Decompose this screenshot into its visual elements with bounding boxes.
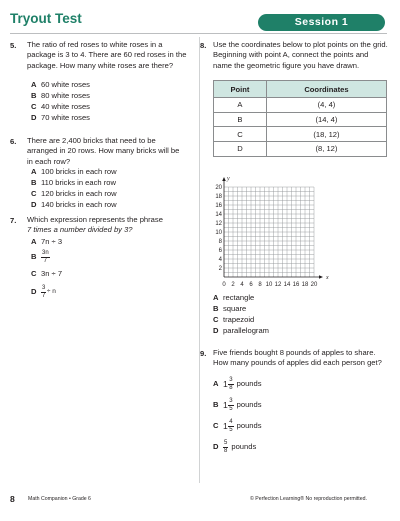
option-letter: A: [31, 237, 37, 246]
coordinate-grid[interactable]: [206, 159, 342, 293]
option-letter: B: [31, 252, 37, 261]
unit-label: pounds: [236, 421, 262, 430]
question-5-text: The ratio of red roses to white roses in a package is 3 to 4. There are 60 red roses in the package. How many white roses are there?: [27, 40, 187, 70]
x-tick-label: 16: [292, 282, 300, 288]
page-title: Tryout Test: [10, 11, 82, 26]
x-axis-label: x: [326, 275, 329, 281]
option-text: square: [223, 304, 247, 313]
grid-lines: [224, 187, 314, 277]
option-letter: B: [213, 400, 219, 409]
mixed-number: [223, 398, 234, 412]
table-header-point: Point: [214, 81, 267, 98]
session-badge: Session 1: [258, 14, 385, 31]
mixed-number: [223, 377, 234, 391]
x-tick-label: 6: [249, 282, 253, 288]
option-letter: B: [31, 178, 37, 187]
option-text: 80 white roses: [41, 91, 90, 100]
option-text: 70 white roses: [41, 113, 90, 122]
fraction-denominator: 8: [229, 384, 233, 391]
fraction-numerator: 3n: [42, 250, 49, 256]
question-6-option-a[interactable]: [31, 167, 117, 177]
x-tick-label: 0: [222, 282, 226, 288]
option-text: 40 white roses: [41, 102, 90, 111]
table-row: [214, 98, 387, 113]
coordinates-table: [213, 80, 387, 157]
option-text: 120 bricks in each row: [41, 189, 117, 198]
question-6-text: There are 2,400 bricks that need to be arranged in 20 rows. How many bricks will be in each row?: [27, 136, 180, 166]
option-letter: B: [31, 91, 37, 100]
whole-number: 1: [223, 421, 228, 431]
x-tick-label: 10: [265, 282, 273, 288]
question-7-option-a[interactable]: [31, 237, 62, 247]
question-7-phrase: 7 times a number divided by 3?: [27, 225, 133, 234]
y-tick-label: 12: [215, 221, 222, 227]
question-6-number: 6.: [10, 137, 17, 146]
question-6-option-c[interactable]: [31, 189, 117, 199]
question-8-option-b[interactable]: [213, 304, 246, 314]
table-row: [214, 142, 387, 157]
unit-label: pounds: [231, 442, 257, 451]
option-text: 7n ÷ 3: [41, 237, 63, 246]
fraction: [223, 440, 228, 454]
fraction-numerator: 4: [229, 419, 233, 425]
question-9-option-c[interactable]: [213, 417, 262, 435]
fraction: [228, 398, 233, 412]
question-5-option-c[interactable]: [31, 102, 90, 112]
x-tick-label: 4: [240, 282, 244, 288]
option-letter: A: [31, 80, 37, 89]
question-7-option-d[interactable]: [31, 283, 56, 301]
option-letter: D: [213, 326, 219, 335]
y-tick-label: 4: [218, 257, 222, 263]
question-7-text: Which expression represents the phrase: [27, 215, 163, 224]
question-9-text: Five friends bought 8 pounds of apples to share. How many pounds of apples did each person get?: [213, 348, 382, 368]
coordinates-cell: (18, 12): [266, 127, 386, 142]
fraction: [41, 250, 50, 264]
y-tick-label: 10: [215, 230, 222, 236]
option-letter: A: [213, 293, 219, 302]
fraction: [41, 285, 46, 299]
option-letter: C: [31, 269, 37, 278]
option-text: 60 white roses: [41, 80, 90, 89]
page-number: 8: [10, 494, 15, 504]
fraction-numerator: 3: [229, 398, 233, 404]
option-text: trapezoid: [223, 315, 255, 324]
fraction-denominator: 5: [229, 405, 233, 412]
y-tick-label: 8: [218, 239, 222, 245]
question-8-option-a[interactable]: [213, 293, 254, 303]
x-tick-label: 8: [258, 282, 262, 288]
y-tick-label: 14: [215, 212, 222, 218]
table-row: [214, 112, 387, 127]
question-8-option-d[interactable]: [213, 326, 269, 336]
y-tick-label: 20: [215, 185, 222, 191]
unit-label: pounds: [236, 379, 262, 388]
question-9-number: 9.: [200, 349, 207, 358]
coordinates-cell: (8, 12): [266, 142, 386, 157]
option-letter: C: [213, 315, 219, 324]
question-8-option-c[interactable]: [213, 315, 254, 325]
question-5-option-d[interactable]: [31, 113, 90, 123]
point-cell: B: [214, 112, 267, 127]
option-text: parallelogram: [223, 326, 270, 335]
whole-number: 1: [223, 379, 228, 389]
fraction-denominator: 7: [42, 292, 46, 299]
option-letter: D: [31, 287, 37, 296]
option-letter: D: [31, 200, 37, 209]
option-letter: A: [213, 379, 219, 388]
fraction-denominator: 7: [43, 257, 48, 264]
question-6-option-d[interactable]: [31, 200, 117, 210]
y-tick-label: 6: [218, 248, 222, 254]
option-letter: C: [213, 421, 219, 430]
fraction: [228, 419, 233, 433]
y-tick-label: 16: [215, 203, 222, 209]
question-5-option-a[interactable]: [31, 80, 90, 90]
option-letter: C: [31, 189, 37, 198]
question-8-text: Use the coordinates below to plot points on the grid. Beginning with point A, connect the points and name the geometric figure you have drawn.: [213, 40, 388, 70]
coordinates-cell: (4, 4): [266, 98, 386, 113]
point-cell: D: [214, 142, 267, 157]
fraction: [228, 377, 233, 391]
option-suffix: ÷ n: [46, 288, 56, 295]
option-letter: B: [213, 304, 219, 313]
question-6-option-b[interactable]: [31, 178, 116, 188]
option-letter: D: [31, 113, 37, 122]
question-9-option-d[interactable]: [213, 438, 256, 456]
x-tick-label: 2: [231, 282, 235, 288]
point-cell: C: [214, 127, 267, 142]
x-tick-label: 20: [310, 282, 318, 288]
fraction-numerator: 5: [224, 440, 228, 446]
x-tick-label: 18: [301, 282, 309, 288]
whole-number: 1: [223, 400, 228, 410]
header-rule: [10, 33, 387, 34]
question-7-number: 7.: [10, 216, 17, 225]
option-text: 100 bricks in each row: [41, 167, 117, 176]
table-row: [214, 127, 387, 142]
y-axis-label: y: [227, 176, 230, 182]
question-5-number: 5.: [10, 41, 17, 50]
fraction-numerator: 3: [229, 377, 233, 383]
column-divider: [199, 37, 200, 483]
y-axis-arrow: [222, 177, 226, 181]
book-title: Math Companion • Grade 6: [28, 496, 91, 502]
copyright-notice: © Perfection Learning® No reproduction permitted.: [250, 496, 367, 502]
question-7-option-c[interactable]: [31, 269, 62, 279]
coordinates-cell: (14, 4): [266, 112, 386, 127]
option-letter: A: [31, 167, 37, 176]
question-9-option-a[interactable]: [213, 375, 262, 393]
question-8-number: 8.: [200, 41, 207, 50]
question-9-option-b[interactable]: [213, 396, 262, 414]
y-tick-label: 2: [218, 266, 222, 272]
option-letter: D: [213, 442, 219, 451]
option-text: 3n ÷ 7: [41, 269, 63, 278]
option-text: 140 bricks in each row: [41, 200, 117, 209]
y-tick-label: 18: [215, 194, 222, 200]
option-text: rectangle: [223, 293, 255, 302]
option-letter: C: [31, 102, 37, 111]
point-cell: A: [214, 98, 267, 113]
option-text: 110 bricks in each row: [41, 178, 116, 187]
question-5-option-b[interactable]: [31, 91, 90, 101]
unit-label: pounds: [236, 400, 262, 409]
mixed-number: [223, 419, 234, 433]
fraction-denominator: 8: [224, 447, 228, 454]
table-header-coordinates: Coordinates: [266, 81, 386, 98]
x-tick-label: 14: [283, 282, 291, 288]
x-axis-arrow: [319, 275, 323, 279]
fraction-numerator: 3: [42, 285, 46, 291]
fraction-denominator: 5: [229, 426, 233, 433]
x-tick-label: 12: [274, 282, 282, 288]
question-7-option-b[interactable]: [31, 248, 50, 266]
